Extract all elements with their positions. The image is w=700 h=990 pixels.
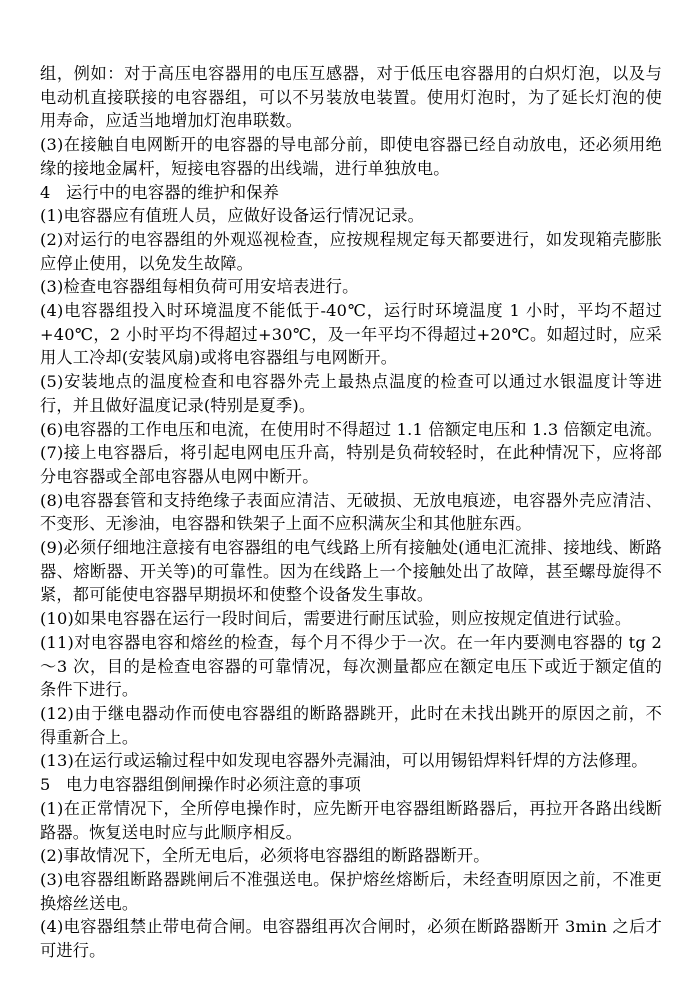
section-5-heading: [40, 773, 662, 797]
section-5-number: 5: [40, 775, 51, 795]
section-4-item: (3)检查电容器组每相负荷可用安培表进行。: [40, 277, 359, 297]
section-4-item: (2)对运行的电容器组的外观巡视检查，应按规程规定每天都要进行，如发现箱壳膨胀应停止使用，以免发生故障。: [40, 229, 662, 273]
section-4-item: (6)电容器的工作电压和电流，在使用时不得超过 1.1 倍额定电压和 1.3 倍额定电流。: [40, 419, 662, 439]
section-5-item: (1)在正常情况下，全所停电操作时，应先断开电容器组断路器后，再拉开各路出线断路器。恢复送电时应与此顺序相反。: [40, 798, 662, 842]
section-4-heading: [40, 181, 662, 205]
section-4-item: (4)电容器组投入时环境温度不能低于-40℃，运行时环境温度 1 小时，平均不超过+40℃，2 小时平均不得超过+30℃，及一年平均不得超过+20℃。如超过时，应采用人工冷却(安装风扇)或将电容器组与电网断开。: [40, 301, 662, 368]
section-4-item: (11)对电容器电容和熔丝的检查，每个月不得少于一次。在一年内要测电容器的 tg 2～3 次，目的是检查电容器的可靠情况，每次测量都应在额定电压下或近于额定值的条件下进行。: [40, 632, 662, 700]
item-3-discharge: (3)在接触自电网断开的电容器的导电部分前，即使电容器已经自动放电，还必须用绝缘的接地金属杆，短接电容器的出线端，进行单独放电。: [40, 135, 662, 178]
document-page: [40, 62, 662, 963]
section-4-title: 运行中的电容器的维护和保养: [66, 182, 280, 202]
section-4-number: 4: [40, 182, 51, 202]
section-5-title: 电力电容器组倒闸操作时必须注意的事项: [66, 775, 361, 795]
section-5-item: (3)电容器组断路器跳闸后不准强送电。保护熔丝熔断后，未经查明原因之前，不准更换熔丝送电。: [40, 869, 662, 913]
section-4-item: (1)电容器应有值班人员，应做好设备运行情况记录。: [40, 206, 425, 226]
section-4-item: (7)接上电容器后，将引起电网电压升高，特别是负荷较轻时，在此种情况下，应将部分电容器或全部电容器从电网中断开。: [40, 443, 662, 486]
section-4-item: (10)如果电容器在运行一段时间后，需要进行耐压试验，则应按规定值进行试验。: [40, 609, 632, 629]
section-4-item: (8)电容器套管和支持绝缘子表面应清洁、无破损、无放电痕迹，电容器外壳应清洁、不变形、无渗油，电容器和铁架子上面不应积满灰尘和其他脏东西。: [40, 490, 662, 534]
section-5-item: (4)电容器组禁止带电荷合闸。电容器组再次合闸时，必须在断路器断开 3min 之后才可进行。: [40, 917, 662, 961]
intro-paragraph: 组，例如：对于高压电容器用的电压互感器，对于低压电容器用的白炽灯泡，以及与电动机直接联接的电容器组，可以不另装放电装置。使用灯泡时，为了延长灯泡的使用寿命，应适当地增加灯泡串联数。: [40, 64, 662, 131]
section-4-item: (13)在运行或运输过程中如发现电容器外壳漏油，可以用锡铅焊料钎焊的方法修理。: [40, 751, 648, 771]
section-5-item: (2)事故情况下，全所无电后，必须将电容器组的断路器断开。: [40, 846, 490, 866]
section-4-item: (12)由于继电器动作而使电容器组的断路器跳开，此时在未找出跳开的原因之前，不得重新合上。: [40, 703, 662, 747]
section-4-item: (9)必须仔细地注意接有电容器组的电气线路上所有接触处(通电汇流排、接地线、断路器、熔断器、开关等)的可靠性。因为在线路上一个接触处出了故障，甚至螺母旋得不紧，都可能使电容器早期损坏和使整个设备发生事故。: [40, 538, 662, 605]
section-4-item: (5)安装地点的温度检查和电容器外壳上最热点温度的检查可以通过水银温度计等进行，并且做好温度记录(特别是夏季)。: [40, 372, 662, 415]
